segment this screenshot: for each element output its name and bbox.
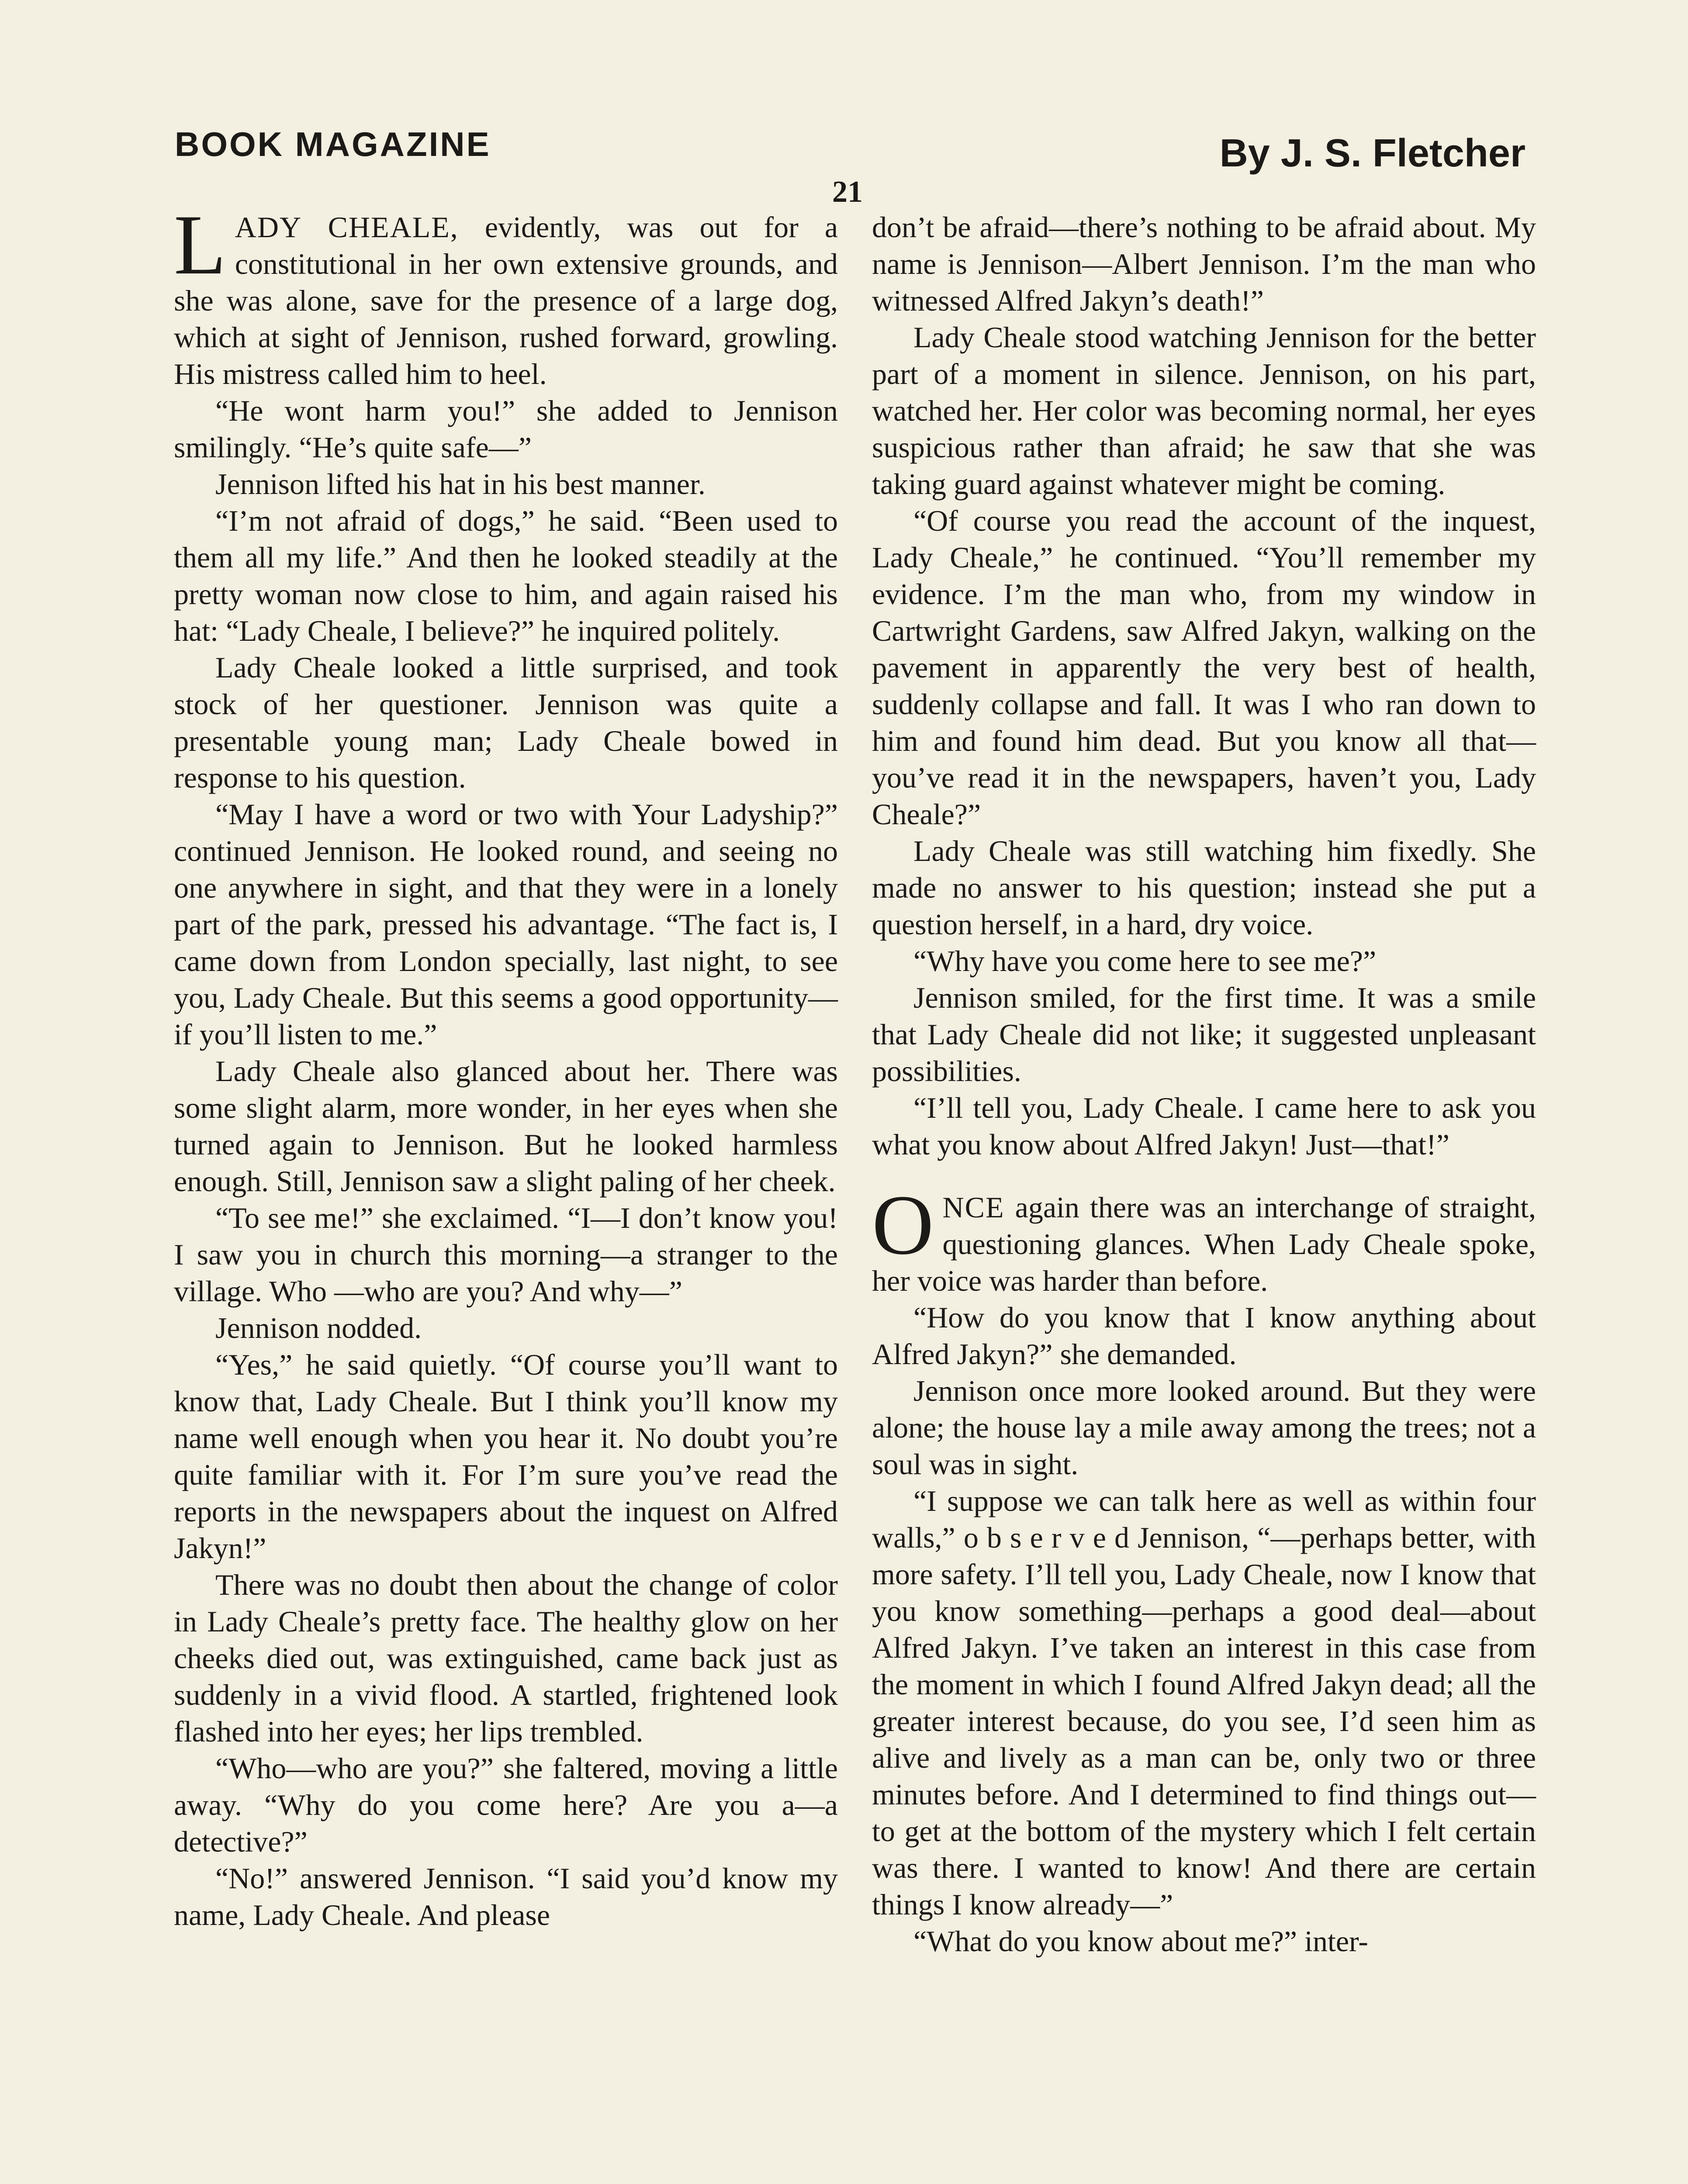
- magazine-title: BOOK MAGAZINE: [175, 125, 491, 163]
- paragraph: “Yes,” he said quietly. “Of course you’ll want to know that, Lady Cheale. But I think you’ll know my name well enough when you hear it. No doubt you’re quite familiar with it. For I’m sure you’ve read the reports in the newspapers about the inquest on Alfred Jakyn!”: [174, 1348, 838, 1565]
- paragraph: don’t be afraid—there’s nothing to be afraid about. My name is Jennison—Albert Jennison. I’m the man who witnessed Alfred Jakyn’s death!”: [872, 211, 1536, 317]
- author-byline: By J. S. Fletcher: [1219, 131, 1525, 175]
- paragraph: Lady Cheale looked a little surprised, and took stock of her questioner. Jennison was quite a presentable young man; Lady Cheale bowed in response to his question.: [174, 651, 838, 794]
- paragraph: “He wont harm you!” she added to Jennison smilingly. “He’s quite safe—”: [174, 394, 838, 464]
- left-column: [174, 197, 838, 1933]
- small-caps-lead: ADY CHEALE,: [235, 211, 459, 244]
- paragraph: “Of course you read the account of the inquest, Lady Cheale,” he continued. “You’ll remember my evidence. I’m the man who, from my window in Cartwright Gardens, saw Alfred Jakyn, walking on the pavement in apparently the very best of health, suddenly collapse and fall. It was I who ran down to him and found him dead. But you know all that—you’ve read it in the newspapers, haven’t you, Lady Cheale?”: [872, 504, 1536, 831]
- paragraph: Jennison smiled, for the first time. It was a smile that Lady Cheale did not like; it suggested unpleasant possibilities.: [872, 981, 1536, 1088]
- paragraph: “I’m not afraid of dogs,” he said. “Been used to them all my life.” And then he looked steadily at the pretty woman now close to him, and again raised his hat: “Lady Cheale, I believe?” he inquired politely.: [174, 504, 838, 647]
- page-number: 21: [832, 175, 863, 209]
- paragraph: “May I have a word or two with Your Ladyship?” continued Jennison. He looked round, and seeing no one anywhere in sight, and that they were in a lonely part of the park, pressed his advantage. “The fact is, I came down from London specially, last night, to see you, Lady Cheale. But this seems a good opportunity—if you’ll listen to me.”: [174, 798, 838, 1051]
- paragraph: Jennison once more looked around. But they were alone; the house lay a mile away among the trees; not a soul was in sight.: [872, 1374, 1536, 1481]
- opening-paragraph: [174, 197, 838, 392]
- paragraph: “To see me!” she exclaimed. “I—I don’t know you! I saw you in church this morning—a stranger to the village. Who —who are you? And why—”: [174, 1201, 838, 1308]
- section-break: [872, 1163, 1536, 1189]
- small-caps-lead: NCE: [942, 1191, 1005, 1224]
- drop-cap: O: [872, 1178, 934, 1272]
- drop-cap: L: [174, 197, 226, 292]
- paragraph: Lady Cheale also glanced about her. There was some slight alarm, more wonder, in her eyes when she turned again to Jennison. But he looked harmless enough. Still, Jennison saw a slight paling of her cheek.: [174, 1054, 838, 1198]
- paragraph-text: evidently, was out for a constitutional in her own extensive grounds, and she was alone, save for the presence of a large dog, which at sight of Jennison, rushed forward, growling. His mistress called him to heel.: [174, 211, 838, 390]
- paragraph: “I suppose we can talk here as well as within four walls,” o b s e r v e d Jennison, “—perhaps better, with more safety. I’ll tell you, Lady Cheale, now I know that you know something—perhaps a good deal—about Alfred Jakyn. I’ve taken an interest in this case from the moment in which I found Alfred Jakyn dead; all the greater interest because, do you see, I’d seen him as alive and lively as a man can be, only two or three minutes before. And I determined to find things out—to get at the bottom of the mystery which I felt certain was there. I wanted to know! And there are certain things I know already—”: [872, 1484, 1536, 1921]
- right-column: [872, 209, 1536, 1959]
- paragraph: “What do you know about me?” inter-: [913, 1925, 1368, 1958]
- paragraph: There was no doubt then about the change of color in Lady Cheale’s pretty face. The healthy glow on her cheeks died out, was extinguished, came back just as suddenly in a vivid flood. A startled, frightened look flashed into her eyes; her lips trembled.: [174, 1568, 838, 1748]
- paragraph: Lady Cheale was still watching him fixedly. She made no answer to his question; instead she put a question herself, in a hard, dry voice.: [872, 834, 1536, 941]
- paragraph: “No!” answered Jennison. “I said you’d know my name, Lady Cheale. And please: [174, 1862, 838, 1932]
- paragraph: “How do you know that I know anything about Alfred Jakyn?” she demanded.: [872, 1301, 1536, 1371]
- paragraph: Jennison nodded.: [215, 1311, 422, 1344]
- paragraph: Lady Cheale stood watching Jennison for the better part of a moment in silence. Jennison, on his part, watched her. Her color was becoming normal, her eyes suspicious rather than afraid; he saw that she was taking guard against whatever might be coming.: [872, 321, 1536, 501]
- paragraph-text: again there was an interchange of straight, questioning glances. When Lady Cheale spoke, her voice was harder than before.: [872, 1191, 1536, 1297]
- paragraph: “Who—who are you?” she faltered, moving a little away. “Why do you come here? Are you a—a detective?”: [174, 1752, 838, 1858]
- section-opening-paragraph: [872, 1178, 1536, 1299]
- paragraph: “I’ll tell you, Lady Cheale. I came here to ask you what you know about Alfred Jakyn! Just—that!”: [872, 1091, 1536, 1161]
- paragraph: “Why have you come here to see me?”: [913, 944, 1377, 978]
- paragraph: Jennison lifted his hat in his best manner.: [215, 467, 706, 501]
